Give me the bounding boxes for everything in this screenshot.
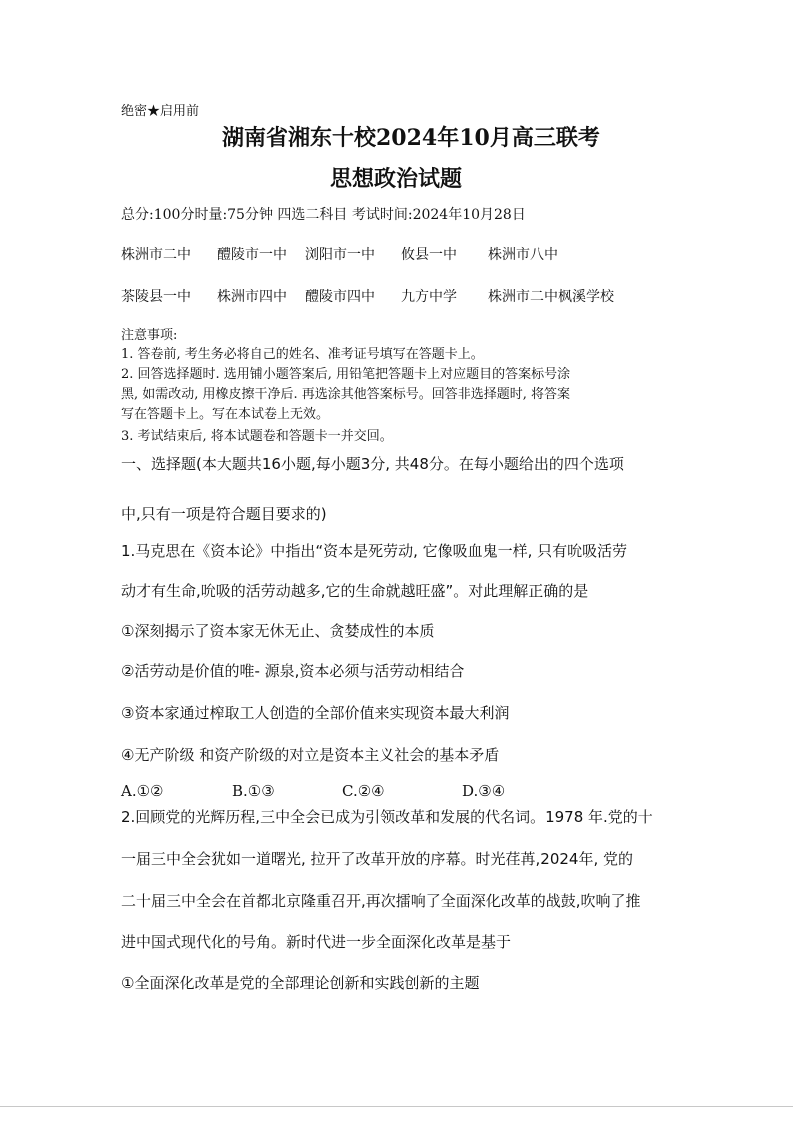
school-name: 株洲市八中 xyxy=(488,247,558,263)
school-name: 茶陵县一中 xyxy=(121,289,191,305)
statement: ②活劳动是价值的唯- 源泉,资本必须与活劳动相结合 xyxy=(121,662,465,680)
answer-option-a: A.①② xyxy=(121,782,164,800)
notice-item: 2. 回答选择题时. 选用铺小题答案后, 用铅笔把答题卡上对应题目的答案标号涂 xyxy=(121,367,571,382)
answer-option-c: C.②④ xyxy=(342,782,385,800)
answer-option-d: D.③④ xyxy=(462,782,506,800)
school-name: 醴陵市四中 xyxy=(305,289,375,305)
subject-title: 思想政治试题 xyxy=(330,166,463,192)
statement: ③资本家通过榨取工人创造的全部价值来实现资本最大利润 xyxy=(121,704,510,722)
question-stem: 二十届三中全会在首都北京隆重召开,再次擂响了全面深化改革的战鼓,吹响了推 xyxy=(121,892,641,910)
school-name: 株洲市二中枫溪学校 xyxy=(488,289,614,305)
exam-title: 湖南省湘东十校2024年10月高三联考 xyxy=(222,125,600,151)
notice-item: 3. 考试结束后, 将本试题卷和答题卡一并交回。 xyxy=(121,429,393,444)
statement: ①全面深化改革是党的全部理论创新和实践创新的主题 xyxy=(121,974,480,992)
exam-info: 总分:100分时量:75分钟 四选二科目 考试时间:2024年10月28日 xyxy=(121,207,526,223)
question-stem: 2.回顾党的光辉历程,三中全会已成为引领改革和发展的代名词。1978 年.党的十 xyxy=(121,808,653,826)
school-name: 株洲市二中 xyxy=(121,247,191,263)
school-name: 浏阳市一中 xyxy=(305,247,375,263)
school-name: 醴陵市一中 xyxy=(217,247,287,263)
school-name: 九方中学 xyxy=(401,289,457,305)
statement: ④无产阶级 和资产阶级的对立是资本主义社会的基本矛盾 xyxy=(121,746,500,764)
question-stem: 1.马克思在《资本论》中指出“资本是死劳动, 它像吸血鬼一样, 只有吮吸活劳 xyxy=(121,542,628,560)
section-heading-continued: 中,只有一项是符合题目要求的) xyxy=(121,505,327,523)
notice-item: 写在答题卡上。写在本试卷上无效。 xyxy=(121,407,330,422)
confidential-label: 绝密★启用前 xyxy=(121,104,200,119)
notice-item: 1. 答卷前, 考生务必将自己的姓名、准考证号填写在答题卡上。 xyxy=(121,347,484,362)
notice-item: 黑, 如需改动, 用橡皮擦干净后. 再选涂其他答案标号。回答非选择题时, 将答案 xyxy=(121,387,571,402)
page-bottom-divider xyxy=(0,1106,793,1107)
school-name: 株洲市四中 xyxy=(217,289,287,305)
section-heading: 一、选择题(本大题共16小题,每小题3分, 共48分。在每小题给出的四个选项 xyxy=(121,455,624,473)
statement: ①深刻揭示了资本家无休无止、贪婪成性的本质 xyxy=(121,622,435,640)
question-stem: 一届三中全会犹如一道曙光, 拉开了改革开放的序幕。时光荏苒,2024年, 党的 xyxy=(121,850,634,868)
question-stem: 动才有生命,吮吸的活劳动越多,它的生命就越旺盛”。对此理解正确的是 xyxy=(121,582,589,600)
school-name: 攸县一中 xyxy=(401,247,457,263)
question-stem: 进中国式现代化的号角。新时代进一步全面深化改革是基于 xyxy=(121,933,512,951)
answer-option-b: B.①③ xyxy=(232,782,275,800)
notice-heading: 注意事项: xyxy=(121,328,178,343)
